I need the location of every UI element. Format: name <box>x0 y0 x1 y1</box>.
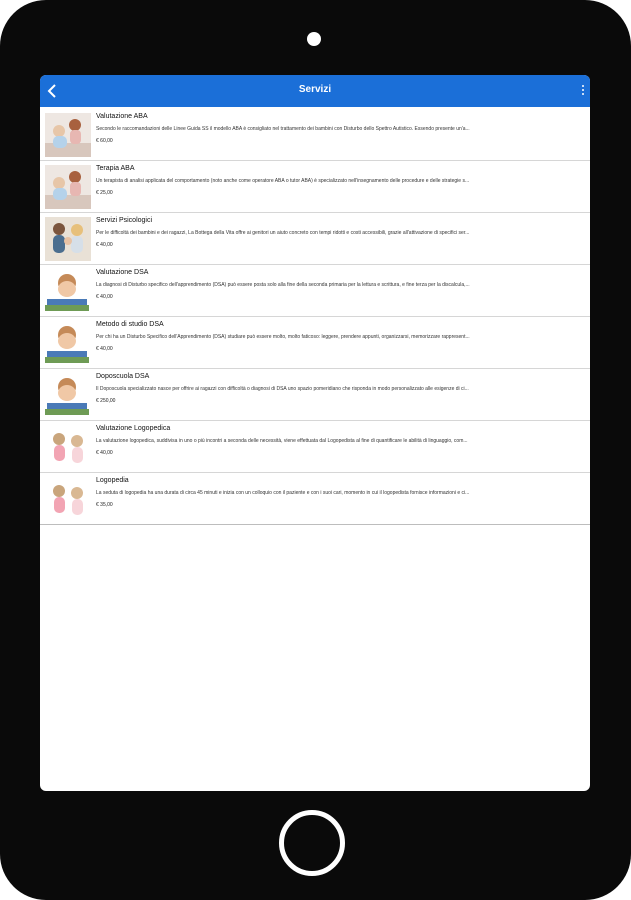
service-description: La diagnosi di Disturbo specifico dell'apprendimento (DSA) può essere posta solo alla fine della seconda primaria per la lettura e scrittura, e fine terza per la discalcula,... <box>96 282 470 288</box>
service-description: La valutazione logopedica, suddivisa in uno o più incontri a seconda delle necessità, viene effettuata dal Logopedista al fine di quantificare le abilità di linguaggio, com... <box>96 438 468 444</box>
list-item[interactable] <box>40 109 590 161</box>
service-price: € 40,00 <box>96 346 113 352</box>
service-thumbnail <box>45 321 91 365</box>
service-price: € 40,00 <box>96 242 113 248</box>
service-name: Metodo di studio DSA <box>96 321 164 328</box>
service-description: Il Doposcuola specializzato nasce per offrire ai ragazzi con difficoltà o diagnosi di DSA uno spazio pomeridiano che risponda in modo personalizzato alle esigenze di ci... <box>96 386 469 392</box>
app-screen <box>40 75 590 791</box>
list-item[interactable] <box>40 421 590 473</box>
service-price: € 40,00 <box>96 294 113 300</box>
list-item[interactable] <box>40 317 590 369</box>
list-item[interactable] <box>40 369 590 421</box>
service-name: Terapia ABA <box>96 165 135 172</box>
service-name: Valutazione DSA <box>96 269 149 276</box>
service-thumbnail <box>45 113 91 157</box>
service-name: Logopedia <box>96 477 129 484</box>
service-description: Un terapista di analisi applicata del comportamento (noto anche come operatore ABA o tutor ABA) è specializzato nell'insegnamento delle procedure e delle strategie s... <box>96 178 470 184</box>
service-thumbnail <box>45 217 91 261</box>
service-description: Per le difficoltà dei bambini e dei ragazzi, La Bottega della Vita offre ai genitori un aiuto concreto con tempi ridotti e costi accessibili, grazie all'attivazione di specifici ser... <box>96 230 470 236</box>
list-item[interactable] <box>40 265 590 317</box>
service-thumbnail <box>45 425 91 469</box>
list-item[interactable] <box>40 213 590 265</box>
service-thumbnail <box>45 165 91 209</box>
page-title: Servizi <box>298 84 332 95</box>
service-thumbnail <box>45 477 91 521</box>
service-name: Valutazione ABA <box>96 113 148 120</box>
service-thumbnail <box>45 373 91 417</box>
overflow-menu-icon[interactable] <box>582 85 585 97</box>
service-price: € 35,00 <box>96 502 113 508</box>
service-description: Secondo le raccomandazioni delle Linee Guida SS il modello ABA è consigliato nel trattamento dei bambini con Disturbo dello Spettro Autistico. Essendo presente un'a... <box>96 126 470 132</box>
services-list <box>40 109 590 525</box>
service-price: € 25,00 <box>96 190 113 196</box>
home-button[interactable] <box>279 810 345 876</box>
service-thumbnail <box>45 269 91 313</box>
service-description: La seduta di logopedia ha una durata di circa 45 minuti e inizia con un colloquio con il paziente e con i suoi cari, momento in cui il logopedista fornisce informazioni e ci... <box>96 490 470 496</box>
service-name: Servizi Psicologici <box>96 217 153 224</box>
service-name: Doposcuola DSA <box>96 373 150 380</box>
service-price: € 40,00 <box>96 450 113 456</box>
list-item[interactable] <box>40 473 590 525</box>
service-name: Valutazione Logopedica <box>96 425 171 432</box>
service-price: € 60,00 <box>96 138 113 144</box>
app-bar <box>40 75 590 107</box>
service-price: € 250,00 <box>96 398 116 404</box>
service-description: Per chi ha un Disturbo Specifico dell'Apprendimento (DSA) studiare può essere molto, molto faticoso: leggere, prendere appunti, organizzarsi, memorizzare rappresent... <box>96 334 470 340</box>
camera-icon <box>307 32 321 46</box>
list-item[interactable] <box>40 161 590 213</box>
